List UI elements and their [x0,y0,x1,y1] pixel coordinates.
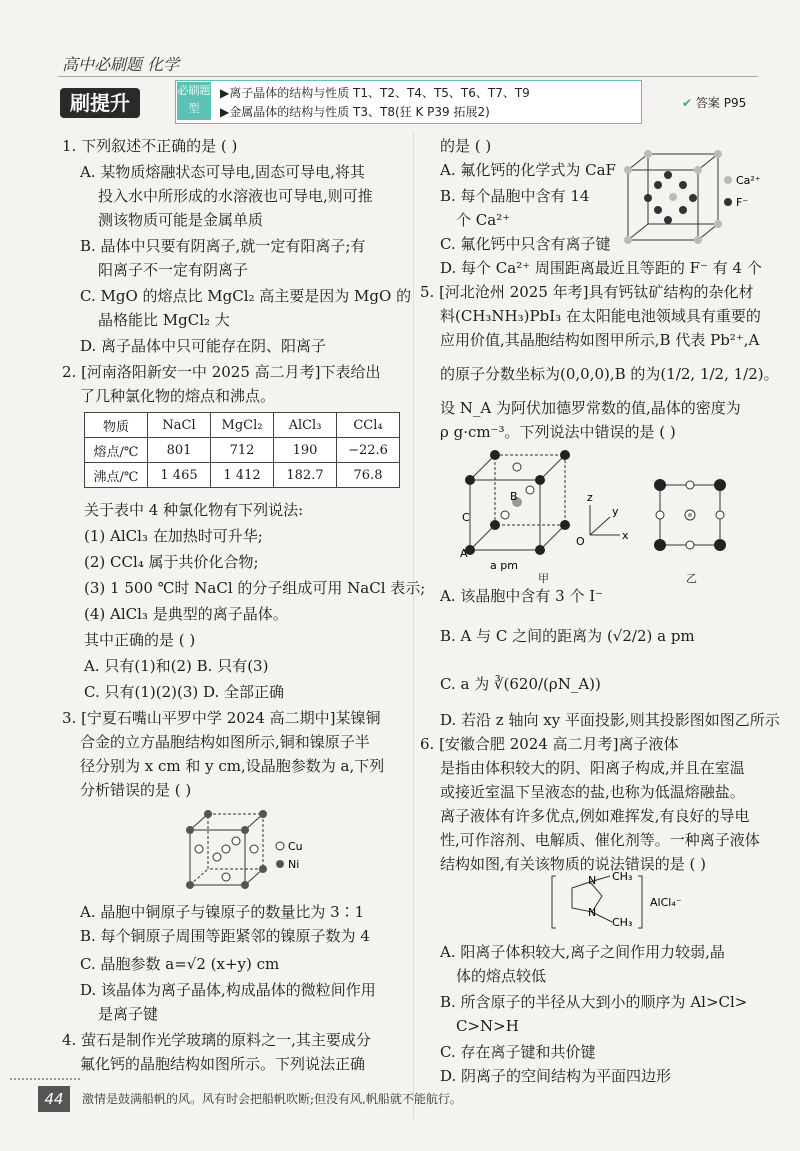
left-column-line: C. MgO 的熔点比 MgCl₂ 高主要是因为 MgO 的 [80,287,412,305]
table-cell: 76.8 [337,463,400,488]
table-header: AlCl₃ [274,413,337,438]
column-divider [413,132,414,1122]
table-cell: 熔点/℃ [85,438,148,463]
left-column-line: 2. [河南洛阳新安一中 2025 高二月考]下表给出 [62,363,381,381]
cell-edge-label: a pm [490,559,518,572]
right-column-line: D. 每个 Ca²⁺ 周围距离最近且等距的 F⁻ 有 4 个 [440,259,762,277]
right-column-line: A. 阳离子体积较大,离子之间作用力较弱,晶 [440,943,725,961]
left-column-line: A. 只有(1)和(2) B. 只有(3) [84,657,269,675]
left-column-line: (4) AlCl₃ 是典型的离子晶体。 [84,605,288,623]
left-column-line: 是离子键 [98,1005,159,1023]
topic-line: ▶离子晶体的结构与性质 T1、T2、T4、T5、T6、T7、T9 [220,86,530,100]
table-cell: 1 465 [148,463,211,488]
perovskite-cell-figure [450,445,640,575]
left-column-line: A. 晶胞中铜原子与镍原子的数量比为 3∶1 [80,903,365,921]
left-column-line: 1. 下列叙述不正确的是 ( ) [62,137,238,155]
footer-motto: 激情是鼓满船帆的风。风有时会把船帆吹断;但没有风,帆船就不能航行。 [82,1092,462,1106]
svg-text:CH₃: CH₃ [612,870,633,883]
svg-text:x: x [622,529,629,542]
right-column-line: 料(CH₃NH₃)PbI₃ 在太阳能电池领域具有重要的 [440,307,761,325]
left-column-line: C. 晶胞参数 a=√2 (x+y) cm [80,955,280,973]
left-column-line: B. 每个铜原子周围等距紧邻的镍原子数为 4 [80,927,370,945]
table-cell: 190 [274,438,337,463]
svg-text:z: z [587,491,593,504]
table-header: NaCl [148,413,211,438]
right-column-line: D. 若沿 z 轴向 xy 平面投影,则其投影图如图乙所示 [440,711,780,729]
right-column-line: 6. [安徽合肥 2024 高二月考]离子液体 [420,735,679,753]
right-column-line: D. 阴离子的空间结构为平面四边形 [440,1067,672,1085]
left-column-line: (1) AlCl₃ 在加热时可升华; [84,527,263,545]
ca-legend: Ca²⁺ [736,174,761,187]
svg-text:A: A [460,547,468,560]
table-header: MgCl₂ [211,413,274,438]
topic-line: ▶金属晶体的结构与性质 T3、T8(狂 K P39 拓展2) [220,105,490,119]
left-column-line: 3. [宁夏石嘴山平罗中学 2024 高二期中]某镍铜 [62,709,381,727]
table-cell: −22.6 [337,438,400,463]
left-column-line: 4. 萤石是制作光学玻璃的原料之一,其主要成分 [62,1031,371,1049]
right-column-line: 结构如图,有关该物质的说法错误的是 ( ) [440,855,707,873]
table-cell: 1 412 [211,463,274,488]
right-column-line: 应用价值,其晶胞结构如图甲所示,B 代表 Pb²⁺,A [440,331,760,349]
table-cell: 182.7 [274,463,337,488]
svg-text:B: B [510,490,518,503]
svg-text:N: N [588,906,597,919]
answer-ref-label: 答案 P95 [695,96,747,110]
left-column-line: A. 某物质熔融状态可导电,固态可导电,将其 [80,163,365,181]
f-legend: F⁻ [736,196,749,209]
table-cell: 沸点/℃ [85,463,148,488]
right-column-line: 或接近室温下呈液态的盐,也称为低温熔融盐。 [440,783,745,801]
right-column-line: 体的熔点较低 [456,967,547,985]
section-label: 刷提升 [60,88,140,118]
svg-text:C: C [462,511,470,524]
left-column-line: 测该物质可能是金属单质 [98,211,264,229]
table-header: 物质 [85,413,148,438]
left-column-line: 晶格能比 MgCl₂ 大 [98,311,230,329]
left-column-line: (2) CCl₄ 属于共价化合物; [84,553,259,571]
right-column-line: 的原子分数坐标为(0,0,0),B 的为(1/2, 1/2, 1/2)。 [440,365,779,383]
right-column-line: C>N>H [456,1017,519,1035]
left-column-line: D. 离子晶体中只可能存在阴、阳离子 [80,337,327,355]
left-column-line: 合金的立方晶胞结构如图所示,铜和镍原子半 [80,733,370,751]
table-header: CCl₄ [337,413,400,438]
left-column-line: C. 只有(1)(2)(3) D. 全部正确 [84,683,285,701]
left-column-line: 径分别为 x cm 和 y cm,设晶胞参数为 a,下列 [80,757,385,775]
left-column-line: B. 晶体中只要有阴离子,就一定有阳离子;有 [80,237,366,255]
page-number: 44 [38,1086,70,1112]
book-title: 高中必刷题 化学 [62,55,180,74]
right-column-line: 是指由体积较大的阴、阳离子构成,并且在室温 [440,759,745,777]
left-column-line: 投入水中所形成的水溶液也可导电,则可推 [98,187,373,205]
projection-figure [650,475,730,555]
svg-text:O: O [576,535,585,548]
right-column-line: 离子液体有许多优点,例如难挥发,有良好的导电 [440,807,750,825]
right-column-line: B. 每个晶胞中含有 14 [440,187,590,205]
right-column-line: A. 氟化钙的化学式为 CaF [440,161,616,179]
figure-jia-caption: 甲 [538,572,549,585]
table-cell: 712 [211,438,274,463]
left-column-line: 了几种氯化物的熔点和沸点。 [80,387,276,405]
right-column-line: 性,可作溶剂、电解质、催化剂等。一种离子液体 [440,831,760,849]
left-column-line: D. 该晶体为离子晶体,构成晶体的微粒间作用 [80,981,376,999]
svg-text:N: N [588,874,597,887]
right-column-line: B. A 与 C 之间的距离为 (√2/2) a pm [440,627,695,645]
chloride-table [84,412,400,488]
anion-label: AlCl₄⁻ [650,896,682,909]
figure-yi-caption: 乙 [686,572,697,585]
right-column-line: A. 该晶胞中含有 3 个 I⁻ [440,587,604,605]
svg-text:y: y [612,505,619,518]
check-icon: ✔ [682,96,693,110]
ionic-liquid-figure [550,870,700,932]
header-rule [58,76,758,77]
svg-text:CH₃: CH₃ [612,916,633,929]
left-column-line: 阳离子不一定有阴离子 [98,261,249,279]
right-column-line: C. 氟化钙中只含有离子键 [440,235,611,253]
left-column-line: 分析错误的是 ( ) [80,781,192,799]
left-column-line: 其中正确的是 ( ) [84,631,196,649]
right-column-line: 的是 ( ) [440,137,492,155]
left-column-line: 氟化钙的晶胞结构如图所示。下列说法正确 [80,1055,366,1073]
footer-dots [10,1078,80,1084]
right-column-line: B. 所含原子的半径从大到小的顺序为 Al>Cl> [440,993,748,1011]
caf2-cell-figure [620,150,780,250]
cu-legend: Cu [288,840,303,853]
right-column-line: 个 Ca²⁺ [456,211,511,229]
right-column-line: C. a 为 ∛(620/(ρN_A)) [440,675,601,693]
ni-legend: Ni [288,858,300,871]
table-cell: 801 [148,438,211,463]
left-column-line: (3) 1 500 ℃时 NaCl 的分子组成可用 NaCl 表示; [84,579,426,597]
right-column-line: 设 N_A 为阿伏加德罗常数的值,晶体的密度为 [440,399,741,417]
left-column-line: 关于表中 4 种氯化物有下列说法: [84,501,304,519]
right-column-line: 5. [河北沧州 2025 年考]具有钙钛矿结构的杂化材 [420,283,754,301]
topic-badge: 必刷题型 [177,82,211,120]
answer-ref[interactable] [682,94,746,111]
cu-ni-cell-figure [180,806,320,896]
right-column-line: ρ g·cm⁻³。下列说法中错误的是 ( ) [440,423,676,441]
right-column-line: C. 存在离子键和共价键 [440,1043,596,1061]
